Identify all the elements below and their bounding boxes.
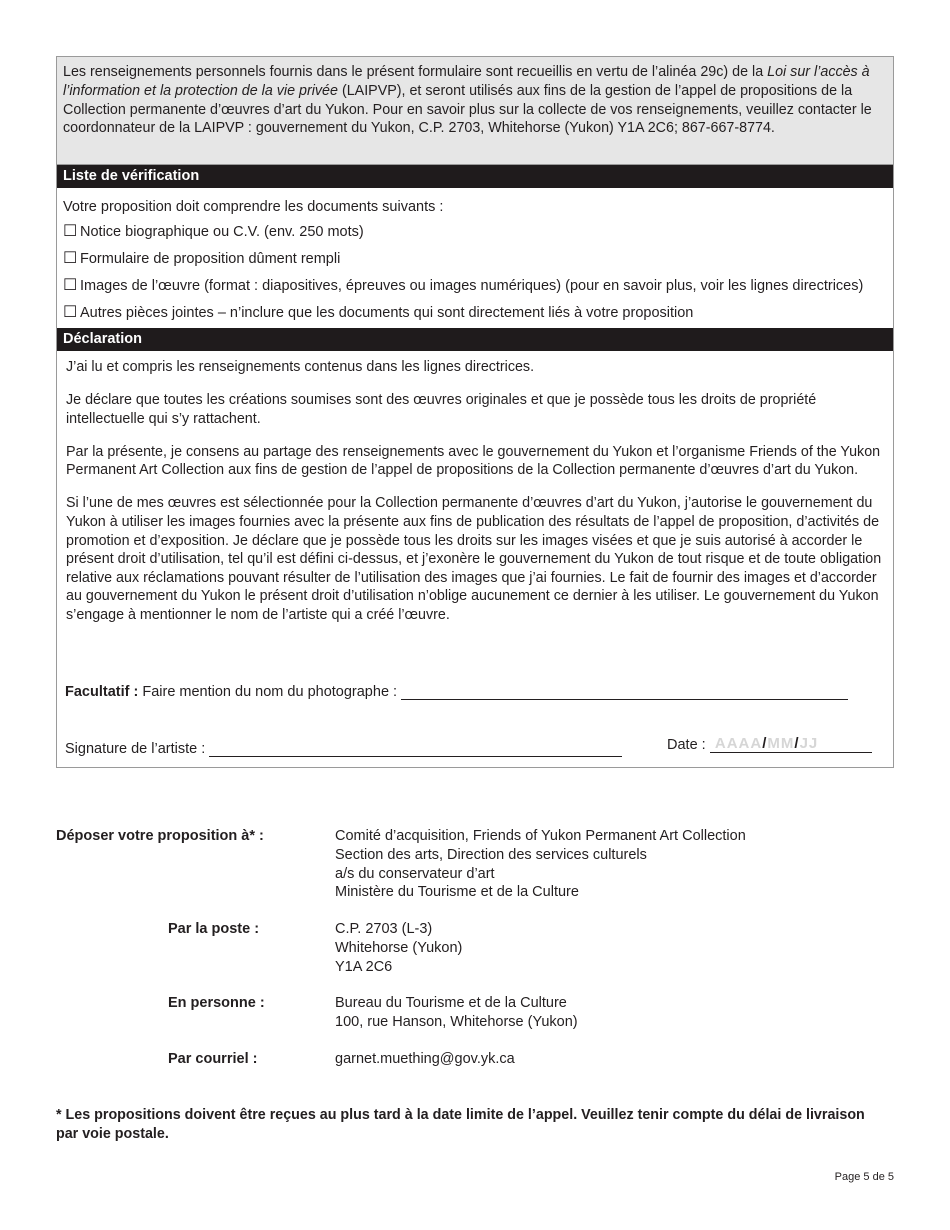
checkbox-icon[interactable]: ☐ [63,250,78,267]
signature-field[interactable] [209,742,622,757]
photographer-label: Faire mention du nom du photographe : [138,684,402,700]
mail-label: Par la poste : [168,921,260,937]
privacy-notice [57,57,893,165]
checklist-item-form[interactable]: ☐ Formulaire de proposition dûment rempli [57,245,893,272]
photographer-name-field[interactable] [401,685,848,700]
page-number: Page 5 de 5 [834,1171,894,1183]
application-form [56,56,894,768]
declaration-paragraph: Je déclare que toutes les créations soumises sont des œuvres originales et que je possède tous les droits de propriété intellectuelle qui s’y rattachent. [66,392,817,427]
declaration-paragraph: J’ai lu et compris les renseignements contenus dans les lignes directrices. [66,359,535,375]
privacy-law-title: Loi sur l’accès à l’information et la protection de la vie privée [63,64,870,99]
deposit-label: Déposer votre proposition à* : [56,828,264,844]
date-field-row [667,735,872,753]
checklist [57,218,893,328]
privacy-text: Les renseignements personnels fournis dans le présent formulaire sont recueillis en vertu de l’alinéa 29c) de la Loi sur l’accès à l’information et la protection de la vie privée (LAIPVP), et seront utilisés aux fins de la gestion de l’appel de propositions de la Collection permanente d’œuvres d’art du Yukon. Pour en savoir plus sur la collecte de vos renseignements, veuillez contacter le coordonnateur de la LAIPVP : gouvernement du Yukon, C.P. 2703, Whitehorse (Yukon) Y1A 2C6; 867-667-8774. [63,64,872,137]
deadline-footnote: * Les propositions doivent être reçues au plus tard à la date limite de l’appel. Veuillez tenir compte du délai de livraison par voie postale. [56,1107,865,1142]
declaration-header: Déclaration [57,328,893,351]
in-person-address: Bureau du Tourisme et de la Culture 100, rue Hanson, Whitehorse (Yukon) [335,995,578,1030]
deposit-address: Comité d’acquisition, Friends of Yukon Permanent Art Collection Section des arts, Direction des services culturels a/s du conservateur d’art Ministère du Tourisme et de la Culture [335,828,746,901]
signature-field-row [65,741,622,757]
checklist-item-attachments[interactable]: ☐ Autres pièces jointes – n’inclure que les documents qui sont directement liés à votre proposition [57,299,893,326]
declaration-paragraph: Par la présente, je consens au partage des renseignements avec le gouvernement du Yukon et l’organisme Friends of the Yukon Permanent Art Collection aux fins de gestion de l’appel de propositions de la Collection permanente d’œuvres d’art du Yukon. [66,443,881,479]
checkbox-icon[interactable]: ☐ [63,223,78,240]
checkbox-icon[interactable]: ☐ [63,304,78,321]
mail-address: C.P. 2703 (L-3) Whitehorse (Yukon) Y1A 2C6 [335,921,463,975]
checklist-intro: Votre proposition doit comprendre les documents suivants : [63,199,444,215]
date-day-placeholder: JJ [799,735,819,752]
email-address[interactable]: garnet.muething@gov.yk.ca [335,1051,515,1067]
checkbox-icon[interactable]: ☐ [63,277,78,294]
declaration-paragraph: Si l’une de mes œuvres est sélectionnée pour la Collection permanente d’œuvres d’art du Yukon, j’autorise le gouvernement du Yukon à utiliser les images fournies avec la présente aux fins de publication des résultats de l’appel de proposition, d’activités de promotion et d’exposition. Je déclare que je possède tous les droits sur les images visées et que je suis autorisé à accorder le présent droit d’utilisation, tel qu’il est défini ci-dessus, et j’exonère le gouvernement du Yukon de tout risque et de toute obligation relative aux réclamations pouvant résulter de l’utilisation des images que j’ai fournies. Le fait de fournir des images et d’accorder au gouvernement du Yukon le présent droit d’utilisation n’oblige aucunement ce dernier à les utiliser. Le gouvernement du Yukon s’engage à mentionner le nom de l’artiste qui a créé l’œuvre. [66,495,882,624]
photographer-field-row [65,684,848,700]
checklist-header: Liste de vérification [57,165,893,188]
date-field[interactable]: AAAA/MM/JJ [710,735,872,753]
checklist-item-bio[interactable]: ☐ Notice biographique ou C.V. (env. 250 mots) [57,218,893,245]
date-label: Date : [667,737,710,753]
declaration-body [57,351,893,625]
date-year-placeholder: AAAA [714,735,763,752]
checklist-item-images[interactable]: ☐ Images de l’œuvre (format : diapositives, épreuves ou images numériques) (pour en savoir plus, voir les lignes directrices) [57,272,893,299]
optional-label: Facultatif : [65,684,139,700]
date-month-placeholder: MM [767,735,795,752]
email-label: Par courriel : [168,1051,258,1067]
in-person-label: En personne : [168,995,265,1011]
signature-label: Signature de l’artiste : [65,741,210,757]
